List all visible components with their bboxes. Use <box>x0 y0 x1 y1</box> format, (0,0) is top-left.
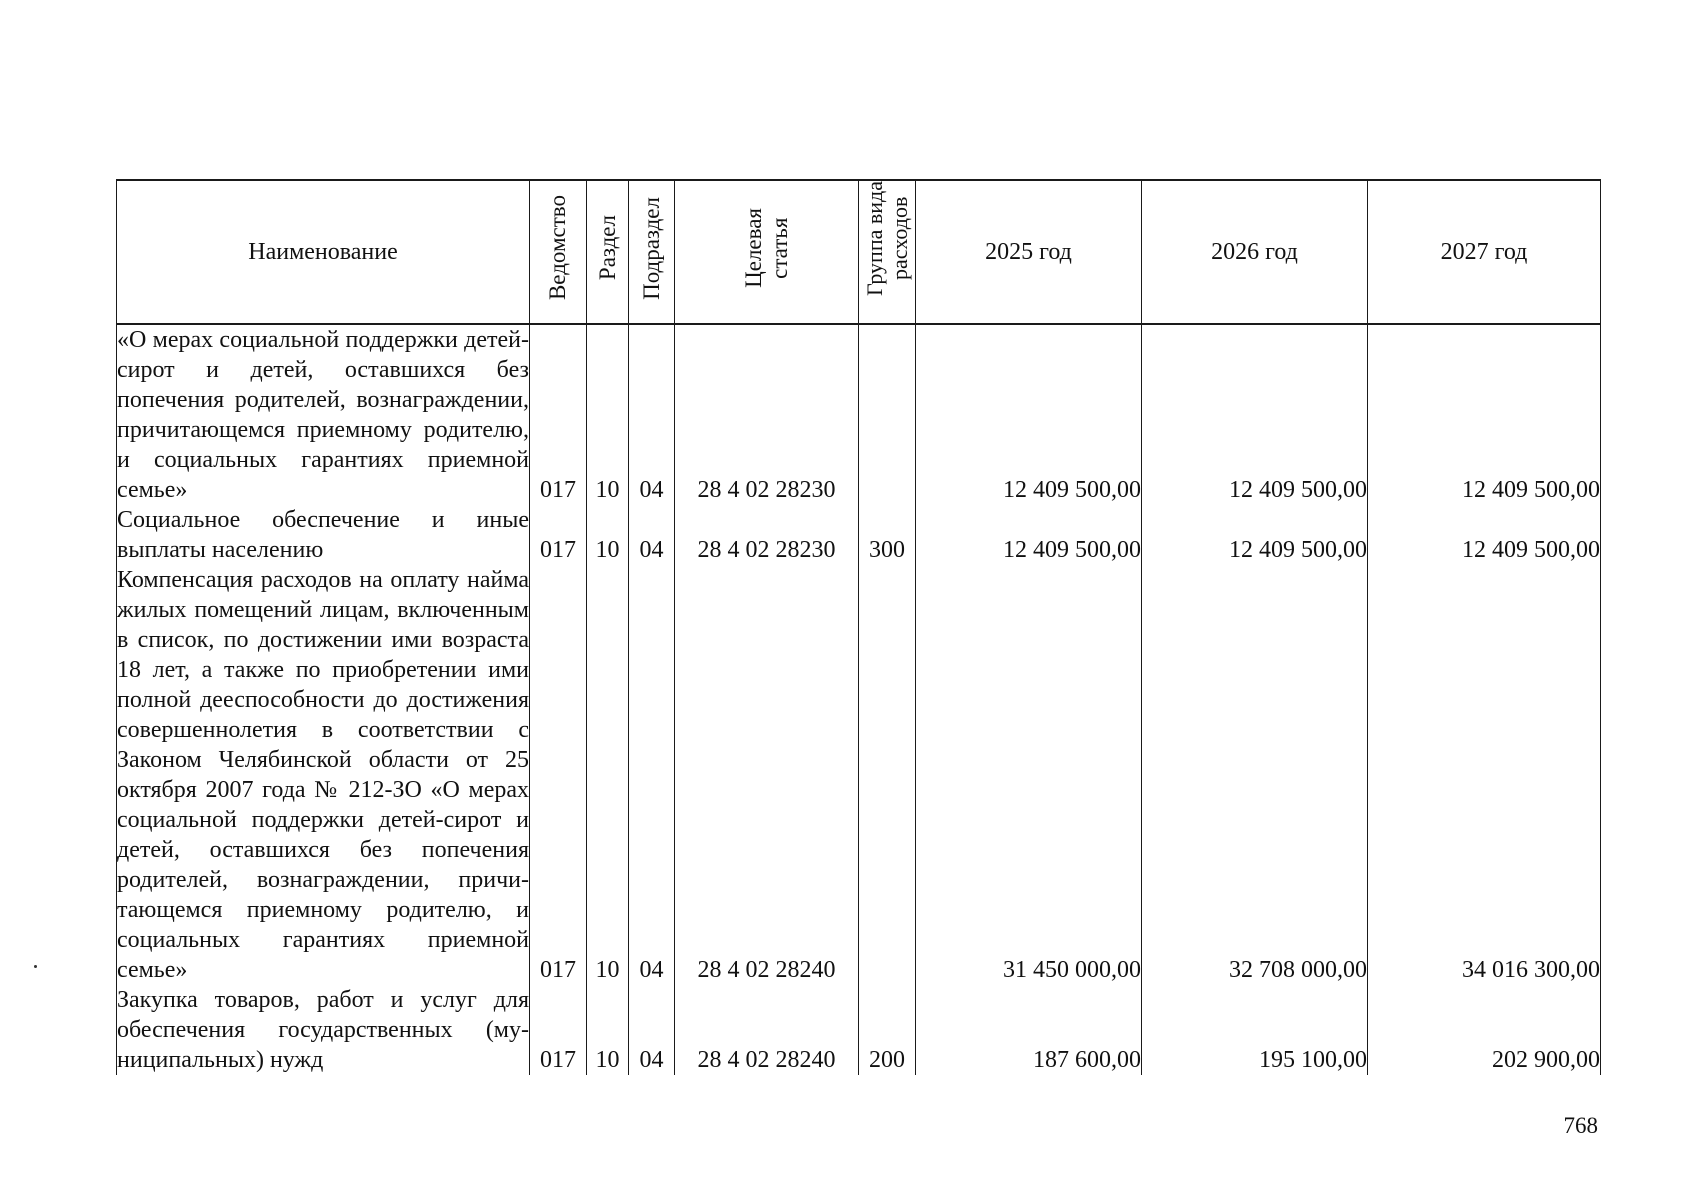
row-expense-group <box>859 565 916 985</box>
row-amount-2025: 31 450 000,00 <box>916 565 1142 985</box>
row-name: Компенсация расходов на оплату найма жилых помещений лицам, включенным в список, по достижении ими возраста 18 лет, а также по приобретении ими полной дееспособности до достижения совершеннолетия в соответствии с Законом Челябинской области от 25 октября 2007 года № 212-ЗО «О мерах социальной поддержки детей-сирот и детей, оставшихся без попечения родителей, вознаграждении, причитающемся приемному родителю, и социальных гарантиях приемной семье» <box>117 567 529 983</box>
row-subsection: 04 <box>629 505 675 565</box>
row-name: Социальное обеспечение и иные выплаты населению <box>117 507 529 563</box>
row-expense-group: 300 <box>859 505 916 565</box>
header-expense-group <box>859 180 916 324</box>
row-amount-2027: 202 900,00 <box>1368 985 1601 1075</box>
row-section: 10 <box>587 324 629 505</box>
row-name: Закупка товаров, работ и услуг для обеспечения государственных (муниципальных) нужд <box>117 987 529 1073</box>
header-target-article <box>675 180 859 324</box>
header-target-article-label <box>741 208 793 288</box>
header-year-2026 <box>1142 180 1368 324</box>
header-expense-group-label <box>862 181 912 296</box>
row-name: «О мерах социальной поддержки детей-сирот и детей, оставшихся без попечения родителей, вознаграждении, причитающемся приемному родителю, и социальных гарантиях приемной семье» <box>117 324 530 505</box>
header-subsection-label: Подраздел <box>638 196 664 300</box>
row-amount-2025: 12 409 500,00 <box>916 324 1142 505</box>
row-amount-2026: 32 708 000,00 <box>1142 565 1368 985</box>
row-amount-2025: 12 409 500,00 <box>916 505 1142 565</box>
header-expense-group-line2: расходов <box>887 196 912 281</box>
header-year-2025-label: 2025 год <box>985 239 1072 265</box>
row-department: 017 <box>530 565 587 985</box>
row-department: 017 <box>530 505 587 565</box>
row-target: 28 4 02 28240 <box>675 985 859 1075</box>
header-target-line1: Целевая <box>740 208 766 288</box>
table-header-row <box>117 180 1601 324</box>
header-section <box>587 180 629 324</box>
row-section: 10 <box>587 985 629 1075</box>
row-target: 28 4 02 28230 <box>675 324 859 505</box>
header-department <box>530 180 587 324</box>
scan-speck <box>34 965 37 968</box>
row-amount-2025: 187 600,00 <box>916 985 1142 1075</box>
row-amount-2026: 12 409 500,00 <box>1142 324 1368 505</box>
row-subsection: 04 <box>629 565 675 985</box>
row-amount-2026: 195 100,00 <box>1142 985 1368 1075</box>
table-row <box>117 505 1601 565</box>
row-department: 017 <box>530 324 587 505</box>
row-department: 017 <box>530 985 587 1075</box>
row-section: 10 <box>587 505 629 565</box>
header-year-2027 <box>1368 180 1601 324</box>
table-row <box>117 985 1601 1075</box>
row-amount-2026: 12 409 500,00 <box>1142 505 1368 565</box>
budget-table <box>116 179 1601 1075</box>
page-number: 768 <box>1563 1113 1598 1138</box>
header-target-line2: статья <box>766 217 792 279</box>
row-expense-group <box>859 324 916 505</box>
row-subsection: 04 <box>629 324 675 505</box>
header-year-2025 <box>916 180 1142 324</box>
header-department-label: Ведомство <box>545 195 570 301</box>
row-amount-2027: 34 016 300,00 <box>1368 565 1601 985</box>
row-subsection: 04 <box>629 985 675 1075</box>
header-year-2027-label: 2027 год <box>1440 239 1528 265</box>
header-name-label: Наименование <box>248 239 398 265</box>
row-target: 28 4 02 28230 <box>675 505 859 565</box>
table-row <box>117 324 1601 505</box>
row-amount-2027: 12 409 500,00 <box>1368 324 1601 505</box>
header-year-2026-label: 2026 год <box>1211 239 1298 265</box>
table-row <box>117 565 1601 985</box>
row-amount-2027: 12 409 500,00 <box>1368 505 1601 565</box>
row-expense-group: 200 <box>859 985 916 1075</box>
row-target: 28 4 02 28240 <box>675 565 859 985</box>
header-name <box>117 180 530 324</box>
header-section-label: Раздел <box>594 215 620 281</box>
header-subsection <box>629 180 675 324</box>
header-expense-group-line1: Группа вида <box>862 181 887 296</box>
row-section: 10 <box>587 565 629 985</box>
